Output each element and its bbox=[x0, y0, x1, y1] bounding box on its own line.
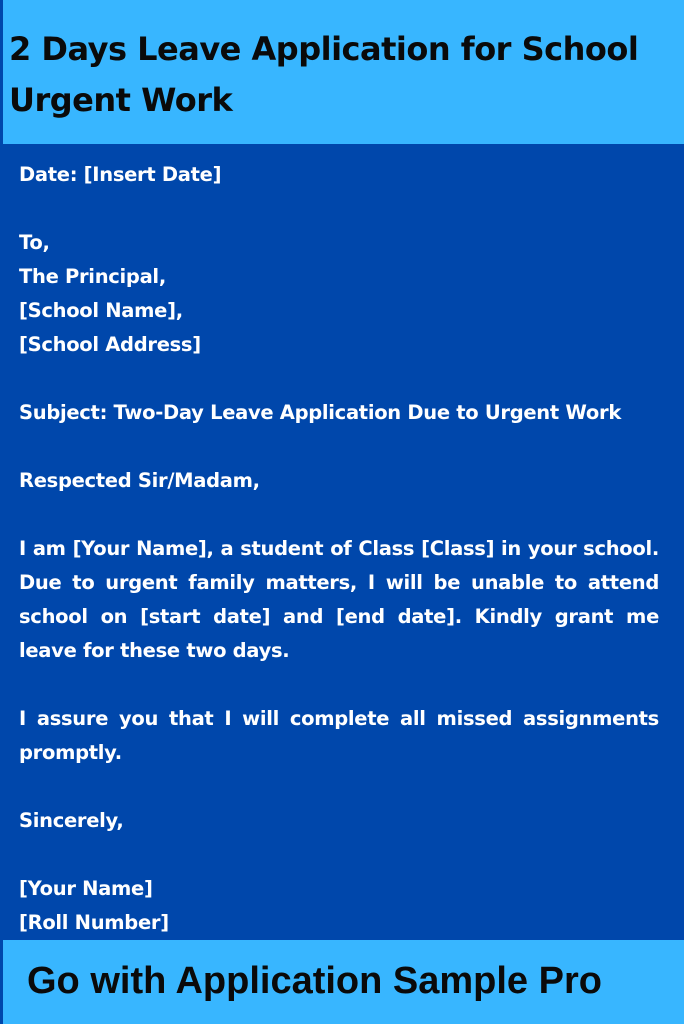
letter-subject: Subject: Two-Day Leave Application Due to Urgent Work bbox=[19, 401, 621, 424]
letter-school-address: [School Address] bbox=[19, 333, 201, 356]
letter-body bbox=[19, 158, 659, 940]
letter-to: To, bbox=[19, 231, 50, 254]
letter-salutation: Respected Sir/Madam, bbox=[19, 469, 260, 492]
letter-school-name: [School Name], bbox=[19, 299, 183, 322]
letter-recipient: The Principal, bbox=[19, 265, 166, 288]
header-banner bbox=[0, 0, 684, 144]
letter-body-paragraph: I assure you that I will complete all missed assignments promptly. bbox=[19, 707, 659, 764]
letter-date: Date: [Insert Date] bbox=[19, 163, 222, 186]
letter-roll-number: [Roll Number] bbox=[19, 911, 169, 934]
letter-sender-name: [Your Name] bbox=[19, 877, 153, 900]
letter-closing: Sincerely, bbox=[19, 809, 124, 832]
footer-brand: Go with Application Sample Pro bbox=[27, 960, 602, 1002]
footer-banner bbox=[0, 940, 684, 1024]
letter-body-paragraph: I am [Your Name], a student of Class [Class] in your school. Due to urgent family matters, I will be unable to attend school on [start date] and [end date]. Kindly grant me leave for these two days. bbox=[19, 537, 659, 662]
page-title: 2 Days Leave Application for School Urgent Work bbox=[9, 30, 639, 119]
